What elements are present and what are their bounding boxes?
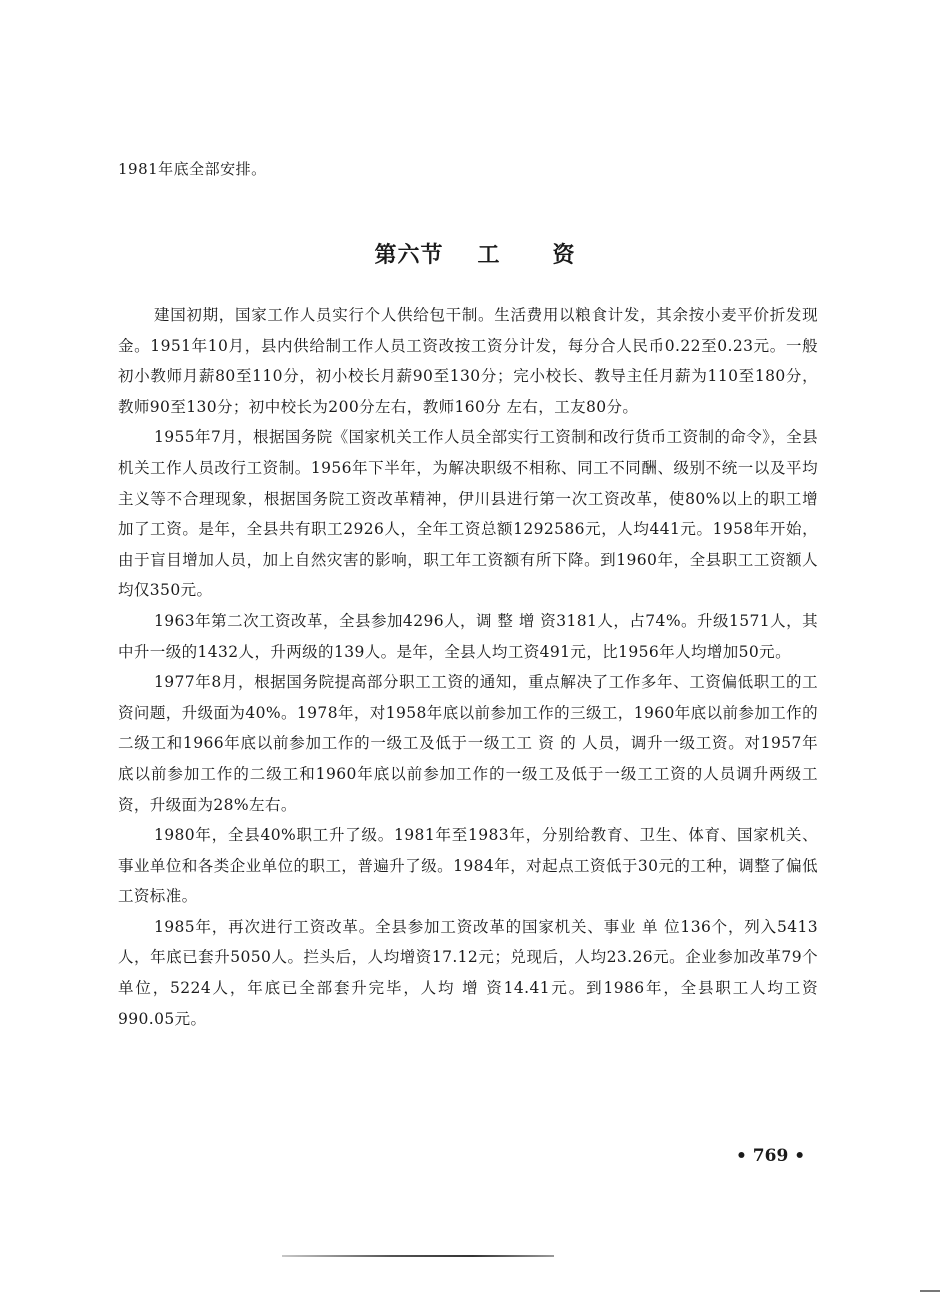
section-title-word-1: 工 — [477, 242, 501, 268]
section-title-number: 第六节 — [374, 242, 444, 268]
leading-text-line: 1981年底全部安排。 — [118, 160, 267, 178]
scan-edge-mark — [920, 1290, 940, 1292]
paragraph-founding-era: 建国初期，国家工作人员实行个人供给包干制。生活费用以粮食计发，其余按小麦平价折发现金。1951年10月，县内供给制工作人员工资改按工资分计发，每分合人民币0.22至0.23元。一般初小教师月薪80至110分，初小校长月薪90至130分；完小校长、教导主任月薪为110至180分，教师90至130分；初中校长为200分左右，教师160分 左右，工友80分。 — [118, 306, 818, 416]
paragraph-1977-adjustment: 1977年8月，根据国务院提高部分职工工资的通知，重点解决了工作多年、工资偏低职工的工资问题，升级面为40%。1978年，对1958年底以前参加工作的三级工，1960年底以前参加工作的二级工和1966年底以前参加工作的一级工及低于一级工工 资 的 人员，调升一级工资。对1957年底以前参加工作的二级工和1960年底以前参加工作的一级工及低于一级工工资的人员调升两级工资，升级面为28%左右。 — [118, 673, 818, 814]
paragraph-1980-promotion: 1980年，全县40%职工升了级。1981年至1983年，分别给教育、卫生、体育、国家机关、事业单位和各类企业单位的职工，普遍升了级。1984年，对起点工资低于30元的工种，调整了偏低工资标准。 — [118, 826, 818, 906]
section-title-word-2: 资 — [552, 242, 576, 268]
paragraph-1963-reform: 1963年第二次工资改革，全县参加4296人，调 整 增 资3181人，占74%。升级1571人，其中升一级的1432人，升两级的139人。是年，全县人均工资491元，比1956年人均增加50元。 — [118, 611, 818, 661]
section-body — [118, 300, 818, 1034]
page-number: • 769 • — [736, 1146, 806, 1166]
section-title — [0, 238, 950, 269]
paragraph-1955-reform: 1955年7月，根据国务院《国家机关工作人员全部实行工资制和改行货币工资制的命令》，全县机关工作人员改行工资制。1956年下半年，为解决职级不相称、同工不同酬、级别不统一以及平均主义等不合理现象，根据国务院工资改革精神，伊川县进行第一次工资改革，使80%以上的职工增加了工资。是年，全县共有职工2926人，全年工资总额1292586元，人均441元。1958年开始，由于盲目增加人员，加上自然灾害的影响，职工年工资额有所下降。到1960年，全县职工工资额人均仅350元。 — [118, 428, 818, 600]
paragraph-1985-reform: 1985年，再次进行工资改革。全县参加工资改革的国家机关、事业 单 位136个，列入5413人，年底已套升5050人。拦头后，人均增资17.12元；兑现后，人均23.26元。企业参加改革79个单位，5224人，年底已全部套升完毕，人均 增 资14.41元。到1986年，全县职工人均工资990.05元。 — [118, 917, 818, 1028]
scan-bottom-rule — [282, 1255, 554, 1257]
